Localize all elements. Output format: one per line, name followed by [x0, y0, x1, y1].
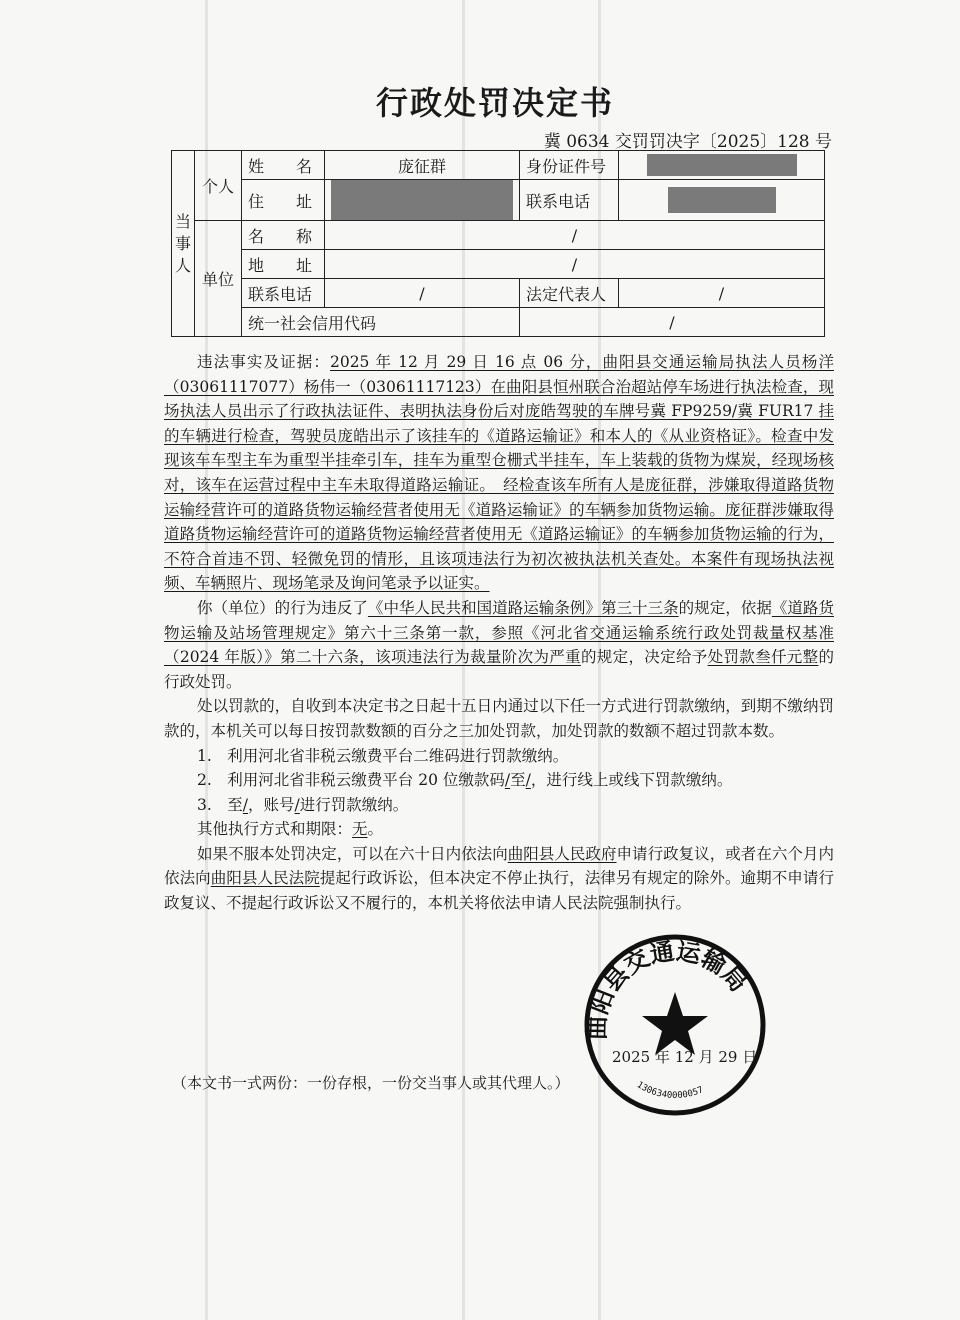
credit-code-label: 统一社会信用代码 — [242, 308, 520, 337]
other-value: 无 — [352, 820, 368, 839]
credit-code-value: / — [520, 308, 825, 337]
other-execution — [164, 817, 834, 842]
decision-body — [164, 350, 834, 916]
payment-method-3 — [164, 793, 834, 818]
payment-paragraph: 处以罚款的，自收到本决定书之日起十五日内通过以下任一方式进行罚款缴纳，到期不缴纳罚款的，本机关可以每日按罚款数额的百分之三加处罚款，加处罚款的数额不超过罚款本数。 — [164, 697, 834, 740]
official-seal-icon — [580, 930, 770, 1120]
appeal-text: 申请行政复议，或者在六个月内依法向 — [164, 844, 834, 888]
appeal-text: 提起行政诉讼，但本决定不停止执行，法律另有规定的除外。逾期不申请行政复议、不提起行政诉讼又不履行的，本机关将依法申请人民法院强制执行。 — [164, 869, 834, 913]
facts-label: 违法事实及证据： — [197, 353, 330, 371]
appeal-paragraph — [164, 842, 834, 916]
name-label: 姓 名 — [242, 151, 325, 180]
other-label: 其他执行方式和期限： — [197, 820, 353, 839]
bank-name: / — [242, 795, 249, 814]
document-title: 行政处罚决定书 — [375, 84, 614, 122]
appeal-text: 如果不服本处罚决定，可以在六十日内依法向 — [197, 844, 508, 863]
footer-note: （本文书一式两份：一份存根，一份交当事人或其代理人。） — [172, 1074, 570, 1092]
account-number: / — [294, 795, 300, 814]
violation-text: 你（单位）的行为违反了 — [197, 598, 368, 617]
unit-name-label: 名 称 — [242, 221, 325, 250]
facts-paragraph — [164, 350, 834, 596]
seal-date: 2025 年 12 月 29 日 — [612, 1048, 758, 1066]
violated-law: 《中华人民共和国道路运输条例》第三十三条 — [367, 598, 679, 617]
unit-phone-label: 联系电话 — [242, 279, 325, 308]
method-text: 进行罚款缴纳。 — [299, 795, 409, 814]
id-value — [619, 151, 825, 180]
violation-paragraph — [164, 596, 834, 694]
other-end: 。 — [367, 820, 384, 839]
phone-label: 联系电话 — [520, 180, 619, 221]
person-label: 个人 — [195, 151, 242, 221]
method-text: 2. 利用河北省非税云缴费平台 20 位缴款码 — [197, 771, 505, 790]
unit-label: 单位 — [195, 221, 242, 337]
court-name: 曲阳县人民法院 — [210, 869, 320, 888]
code-to: / — [525, 771, 531, 790]
legal-rep-label: 法定代表人 — [520, 279, 619, 308]
seal-text: 曲阳县交通运输局 — [581, 936, 754, 1041]
code-from: / — [504, 771, 511, 790]
payment-method-1: 1. 利用河北省非税云缴费平台二维码进行罚款缴纳。 — [197, 746, 569, 765]
review-authority: 曲阳县人民政府 — [507, 844, 617, 863]
basis-law: 《道路货物运输及站场管理规定》第六十三条第一款，参照《河北省交通运输系统行政处罚裁量权基准（2024 年版）》第二十六条，该项违法行为裁量阶次为严重 — [164, 598, 834, 667]
phone-value — [619, 180, 825, 221]
unit-address-label: 地 址 — [242, 250, 325, 279]
violation-text: 的行政处罚。 — [164, 648, 834, 691]
name-value: 庞征群 — [325, 151, 520, 180]
legal-rep-value: / — [619, 279, 825, 308]
redaction-block — [647, 154, 797, 176]
method-text: ，账号 — [248, 795, 295, 814]
seal-code: 1306340000057 — [634, 1080, 705, 1102]
method-text: 至 — [510, 771, 526, 790]
redaction-block — [331, 180, 513, 220]
id-label: 身份证件号 — [520, 151, 619, 180]
address-label: 住 址 — [242, 180, 325, 221]
address-value — [325, 180, 520, 221]
violation-text: 的规定，决定给予 — [580, 648, 708, 667]
payment-method-2 — [164, 768, 834, 793]
facts-text: 2025 年 12 月 29 日 16 点 06 分，曲阳县交通运输局执法人员杨洋（03061117077）杨伟一（03061117123）在曲阳县恒州联合治超站停车场进行执法检查，现场执法人员出示了行政执法证件、表明执法身份后对庞皓驾驶的车牌号冀 FP9259/冀 FUR17 挂的车辆进行检查，驾驶员庞皓出示了该挂车的《道路运输证》和本人的《从业资格证》。检查中发现该车车型主车为重型半挂牵引车，挂车为重型仓栅式半挂车，车上装载的货物为煤炭，经现场核对，该车在运营过程中主车未取得道路运输证。 经检查该车所有人是庞征群，涉嫌取得道路货物运输经营许可的道路货物运输经营者使用无《道路运输证》的车辆参加货物运输。庞征群涉嫌取得道路货物运输经营许可的道路货物运输经营者使用无《道路运输证》的车辆参加货物运输的行为，不符合首违不罚、轻微免罚的情形，且该项违法行为初次被执法机关查处。本案件有现场执法视频、车辆照片、现场笔录及询问笔录予以证实。 — [164, 353, 834, 593]
party-label: 当事人 — [172, 151, 195, 337]
unit-address-value: / — [325, 250, 825, 279]
redaction-block — [668, 187, 776, 213]
document-number: 冀 0634 交罚罚决字〔2025〕128 号 — [543, 132, 832, 152]
method-text: ，进行线上或线下罚款缴纳。 — [530, 771, 733, 790]
penalty-amount: 处罚款叁仟元整 — [707, 648, 819, 667]
party-info-table — [171, 150, 825, 337]
method-text: 3. 至 — [197, 795, 243, 814]
violation-text: 的规定，依据 — [678, 598, 772, 617]
unit-name-value: / — [325, 221, 825, 250]
unit-phone-value: / — [325, 279, 520, 308]
